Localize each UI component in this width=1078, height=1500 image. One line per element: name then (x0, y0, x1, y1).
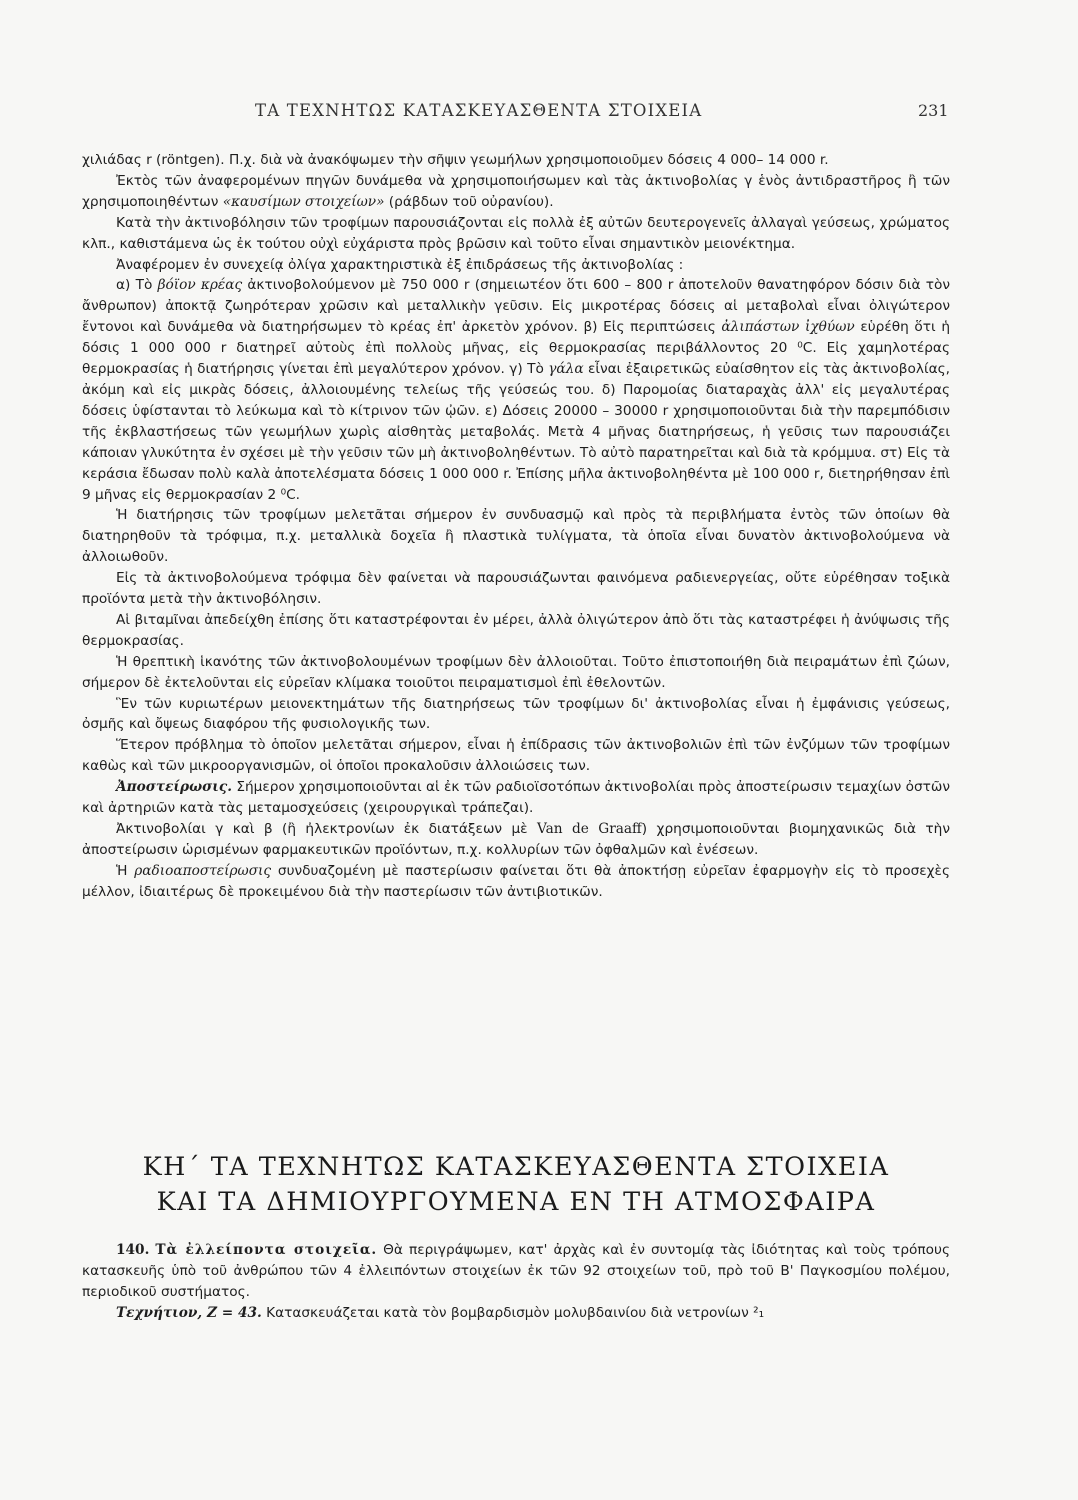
text-run: εἶναι ἐξαιρετικῶς εὐαίσθητον εἰς τὰς ἀκτινοβολίας, ἀκόμη καὶ εἰς μικρὰς δόσεις, ἀλλοιουμένης τελείως τῆς γεύσεώς του. δ) Παρομοίας διαταραχὰς ἀλλ' εἰς μεγαλυτέρας δόσεις ὑφίστανται τὸ λεύκωμα καὶ τὸ κίτρινον τῶν ᾠῶν. ε) Δόσεις 20000 – 30000 r χρησιμοποιοῦνται διὰ τὴν παρεμπόδισιν τῆς ἐκβλαστήσεως τῶν γεωμήλων χωρὶς αἰσθητὰς μεταβολάς. Μετὰ 4 μῆνας διατηρήσεως, ἡ γεῦσις των παρουσιάζει κάποιαν γλυκύτητα ἐν σχέσει μὲ τὴν γεῦσιν τῶν μὴ ἀκτινοβοληθέντων. Τὸ αὐτὸ παρατηρεῖται καὶ διὰ τὰ κρόμμυα. στ) Εἰς τὰ κεράσια ἔδωσαν πολὺ καλὰ ἀποτελέσματα δόσεις 1 000 000 r. Ἐπίσης μῆλα ἀκτινοβοληθέντα μὲ 100 000 r, διετηρήθησαν ἐπὶ 9 μῆνας εἰς θερμοκρασίαν 2 ⁰C. (82, 361, 951, 503)
paragraph: Ἀναφέρομεν ἐν συνεχείᾳ ὀλίγα χαρακτηριστικὰ ἐξ ἐπιδράσεως τῆς ἀκτινοβολίας : (116, 256, 684, 273)
text-run: (ράβδων τοῦ οὐρανίου). (384, 193, 554, 210)
section-title: Τὰ ἐλλείποντα στοιχεῖα. (155, 1242, 378, 1258)
italic-term: ραδιοαποστείρωσις (134, 862, 272, 879)
text-run: συνδυαζομένη μὲ παστερίωσιν φαίνεται ὅτι θὰ ἀποκτήσῃ εὐρεῖαν ἐφαρμογὴν εἰς τὸ προσεχὲς μέλλον, ἰδιαιτέρως δὲ προκειμένου διὰ τὴν παστερίωσιν τῶν ἀντιβιοτικῶν. (82, 862, 950, 900)
text-run: Ἐκτὸς τῶν ἀναφερομένων πηγῶν δυνάμεθα νὰ χρησιμοποιήσωμεν καὶ τὰς ἀκτινοβολίας γ ἑνὸς ἀντιδραστῆρος ἢ τῶν χρησιμοποιηθέντων (82, 172, 950, 210)
paragraph: Εἰς τὰ ἀκτινοβολούμενα τρόφιμα δὲν φαίνεται νὰ παρουσιάζωνται φαινόμενα ραδιενεργείας, οὔτε εὑρέθησαν τοξικὰ προϊόντα μετὰ τὴν ἀκτινοβόλησιν. (82, 570, 950, 608)
text-run: Ἀκτινοβολίαι γ καὶ β (ἢ ἠλεκτρονίων ἐκ διατάξεων μὲ (116, 821, 537, 837)
paragraph (82, 777, 950, 819)
section-heading-line: ΚΗ΄ ΤΑ ΤΕΧΝΗΤΩΣ ΚΑΤΑΣΚΕΥΑΣΘΕΝΤΑ ΣΤΟΙΧΕΙΑ (142, 1152, 890, 1182)
text-run: Σήμερον χρησιμοποιοῦνται αἱ ἐκ τῶν ραδιοϊσοτόπων ἀκτινοβολίαι πρὸς ἀποστείρωσιν τεμαχίων ὀστῶν καὶ ἀρτηριῶν κατὰ τὰς μεταμοσχεύσεις (χειρουργικαὶ τράπεζαι). (82, 779, 950, 817)
text-run: εὑρέθη ὅτι ἡ δόσις 1 000 000 r διατηρεῖ αὐτοὺς ἐπὶ πολλοὺς μῆνας, εἰς θερμοκρασίας περιβάλλοντος 20 ⁰C. Εἰς χαμηλοτέρας θερμοκρασίας ἡ διατήρησις γίνεται ἐπὶ μεγαλύτερον χρόνον. γ) Τὸ (82, 319, 950, 378)
paragraph: Ἡ θρεπτικὴ ἱκανότης τῶν ἀκτινοβολουμένων τροφίμων δὲν ἀλλοιοῦται. Τοῦτο ἐπιστοποιήθη διὰ πειραμάτων ἐπὶ ζώων, σήμερον δὲ ἐκτελοῦνται εἰς εὐρεῖαν κλίμακα τοιοῦτοι πειραματισμοὶ ἐπὶ ἐθελοντῶν. (82, 653, 950, 691)
italic-term: ἀλιπάστων ἰχθύων (721, 319, 855, 336)
body-text (82, 150, 950, 903)
paragraph (82, 819, 950, 861)
section-number: 140. (116, 1242, 150, 1258)
paragraph (82, 1303, 950, 1324)
italic-term: γάλα (548, 361, 584, 378)
running-header: ΤΑ ΤΕΧΝΗΤΩΣ ΚΑΤΑΣΚΕΥΑΣΘΕΝΤΑ ΣΤΟΙΧΕΙΑ (255, 101, 703, 120)
paragraph: Ἕτερον πρόβλημα τὸ ὁποῖον μελετᾶται σήμερον, εἶναι ἡ ἐπίδρασις τῶν ἀκτινοβολιῶν ἐπὶ τῶν ἐνζύμων τῶν τροφίμων καθὼς καὶ τῶν μικροοργανισμῶν, οἱ ὁποῖοι προκαλοῦσιν ἀλλοιώσεις των. (82, 737, 950, 775)
text-run: α) Τὸ (116, 277, 158, 294)
subheading: Ἀποστείρωσις. (116, 779, 232, 796)
text-run: Ἡ (116, 862, 135, 879)
paragraph: Αἱ βιταμῖναι ἀπεδείχθη ἐπίσης ὅτι καταστρέφονται ἐν μέρει, ἀλλὰ ὀλιγώτερον ἀπὸ ὅτι τὰς καταστρέφει ἡ ἀνύψωσις τῆς θερμοκρασίας. (82, 611, 950, 649)
paragraph (82, 275, 950, 505)
element-label: Τεχνήτιον, Z = 43. (116, 1305, 262, 1321)
text-run: Κατασκευάζεται κατὰ τὸν βομβαρδισμὸν μολυβδαινίου διὰ νετρονίων ²₁ (261, 1305, 765, 1321)
italic-term: βόϊον κρέας (157, 277, 243, 294)
section-text (82, 1240, 950, 1324)
paragraph: Ἡ διατήρησις τῶν τροφίμων μελετᾶται σήμερον ἐν συνδυασμῷ καὶ πρὸς τὰ περιβλήματα ἐντὸς τῶν ὁποίων θὰ διατηρηθοῦν τὰ τρόφιμα, π.χ. μεταλλικὰ δοχεῖα ἢ πλαστικὰ τυλίγματα, τὰ ὁποῖα εἶναι δυνατὸν ἀκτινοβολούμενα νὰ ἀλλοιωθοῦν. (82, 507, 950, 566)
text-run: Θὰ περιγράψωμεν, κατ' ἀρχὰς καὶ ἐν συντομίᾳ τὰς ἰδιότητας καὶ τοὺς τρόπους κατασκευῆς ὑπὸ τοῦ ἀνθρώπου τῶν 4 ἐλλειπόντων στοιχείων ἐκ τῶν 92 στοιχείων τοῦ, πρὸ τοῦ Β' Παγκοσμίου πολέμου, περιοδικοῦ συστήματος. (82, 1242, 950, 1300)
italic-term: «καυσίμων στοιχείων» (222, 193, 385, 210)
section-heading-line: ΚΑΙ ΤΑ ΔΗΜΙΟΥΡΓΟΥΜΕΝΑ ΕΝ ΤΗ ΑΤΜΟΣΦΑΙΡΑ (156, 1187, 876, 1217)
text-run: ἀκτινοβολούμενον μὲ 750 000 r (σημειωτέον ὅτι 600 – 800 r ἀποτελοῦν θανατηφόρον δόσιν διὰ τὸν ἄνθρωπον) ἀποκτᾷ ζωηρότεραν χρῶσιν καὶ μεταλλικὴν γεῦσιν. Εἰς μικροτέρας δόσεις αἱ μεταβολαὶ εἶναι ὀλιγώτερον ἔντονοι καὶ δυνάμεθα νὰ διατηρήσωμεν τὸ κρέας ἐπ' ἀρκετὸν χρόνον. β) Εἰς περιπτώσεις (82, 277, 950, 336)
section-heading (82, 1150, 950, 1220)
paragraph (82, 171, 950, 213)
paragraph: Ἓν τῶν κυριωτέρων μειονεκτημάτων τῆς διατηρήσεως τῶν τροφίμων δι' ἀκτινοβολίας εἶναι ἡ ἐμφάνισις γεύσεως, ὀσμῆς καὶ ὄψεως διαφόρου τῆς φυσιολογικῆς των. (82, 695, 950, 733)
paragraph: χιλιάδας r (röntgen). Π.χ. διὰ νὰ ἀνακόψωμεν τὴν σῆψιν γεωμήλων χρησιμοποιοῦμεν δόσεις 4 000– 14 000 r. (82, 152, 829, 168)
paragraph: Κατὰ τὴν ἀκτινοβόλησιν τῶν τροφίμων παρουσιάζονται εἰς πολλὰ ἐξ αὐτῶν δευτερογενεῖς ἀλλαγαὶ γεύσεως, χρώματος κλπ., καθιστάμενα ὡς ἐκ τούτου οὐχὶ εὐχάριστα πρὸς βρῶσιν καὶ τοῦτο εἶναι σημαντικὸν μειονέκτημα. (82, 214, 950, 252)
paragraph (82, 861, 950, 903)
text-run: ) χρησιμοποιοῦνται βιομηχανικῶς διὰ τὴν ἀποστείρωσιν ὡρισμένων φαρμακευτικῶν προϊόντων, π.χ. κολλυρίων τῶν ὀφθαλμῶν καὶ ἐνέσεων. (82, 821, 950, 858)
paragraph (82, 1240, 950, 1303)
proper-name: Van de Graaff (536, 821, 642, 837)
page-number: 231 (918, 101, 949, 120)
